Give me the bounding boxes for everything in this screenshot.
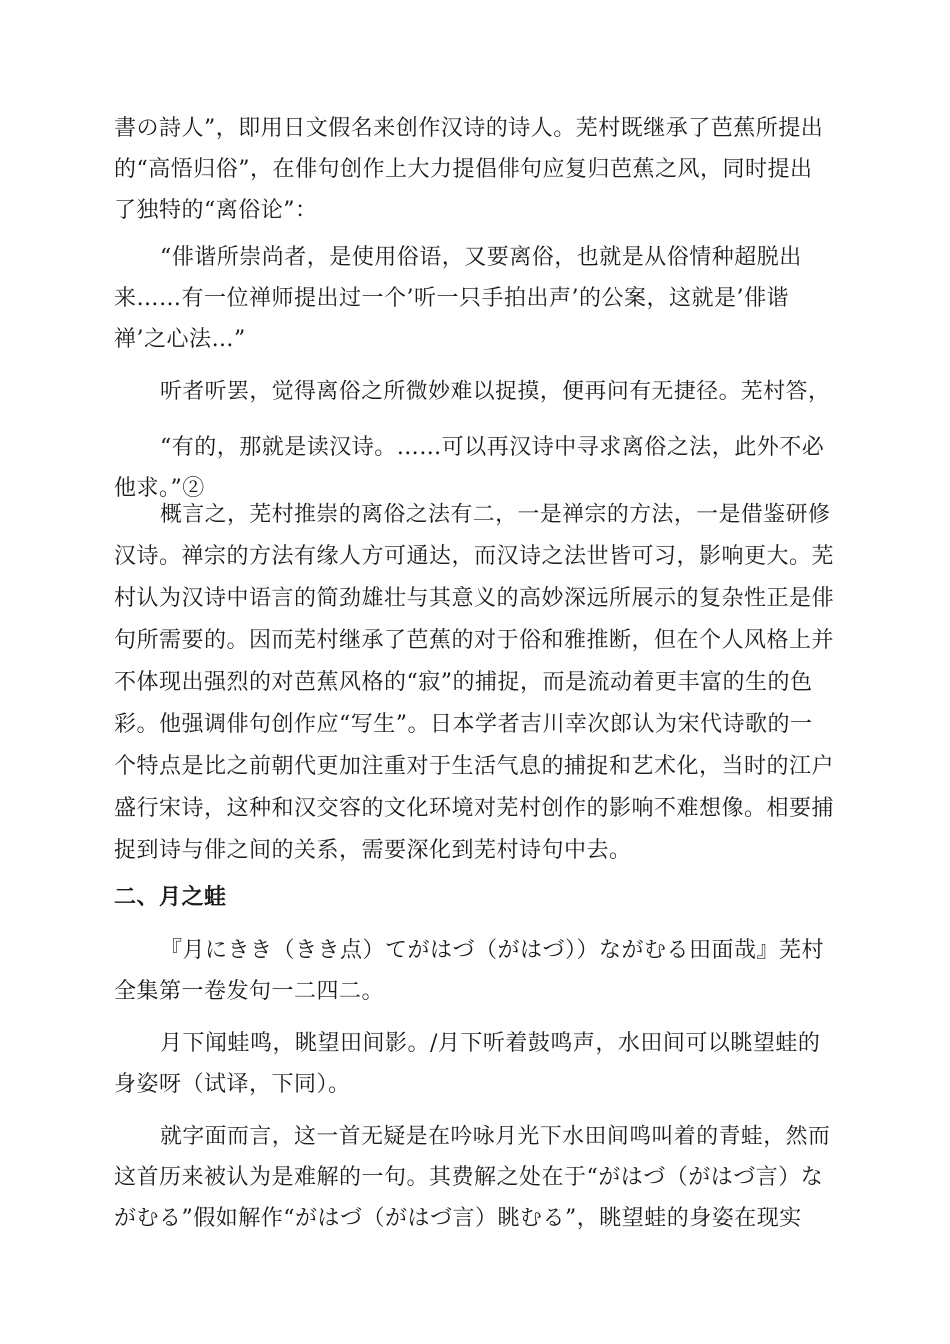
text-line: 这首历来被认为是难解的一句。其费解之处在于“がはづ（がはづ言）な	[114, 1165, 824, 1190]
text-line: 听者听罢，觉得离俗之所微妙难以捉摸，便再问有无捷径。芜村答，	[160, 379, 831, 404]
text-line: 汉诗。禅宗的方法有缘人方可通达，而汉诗之法世皆可习，影响更大。芜	[114, 544, 835, 569]
text-line: 月下闻蛙鸣，眺望田间影。/月下听着鼓鸣声，水田间可以眺望蛙的	[160, 1031, 821, 1056]
section-heading	[114, 877, 834, 918]
text-line: 来……有一位禅师提出过一个’听一只手拍出声’的公案，这就是’俳谐	[114, 286, 789, 311]
text-line: 个特点是比之前朝代更加注重对于生活气息的捕捉和艺术化，当时的江户	[114, 754, 835, 779]
paragraph-haiku	[114, 930, 834, 1012]
paragraph-listener	[114, 371, 834, 412]
text-line: 句所需要的。因而芜村继承了芭蕉的对于俗和雅推断，但在个人风格上并	[114, 628, 835, 653]
paragraph-summary	[114, 494, 834, 872]
paragraph-translation	[114, 1023, 834, 1105]
text-line: がむる”假如解作“がはづ（がはづ言）眺むる”，眺望蛙的身姿在现实	[114, 1206, 802, 1231]
heading-text: 二、月之蛙	[114, 884, 227, 910]
text-line: “俳谐所崇尚者，是使用俗语，又要离俗，也就是从俗情种超脱出	[160, 245, 802, 270]
text-line: 概言之，芜村推崇的离俗之法有二，一是禅宗的方法，一是借鉴研修	[160, 502, 831, 527]
text-line: 就字面而言，这一首无疑是在吟咏月光下水田间鸣叫着的青蛙，然而	[160, 1124, 831, 1149]
text-line: 禅’之心法…”	[114, 327, 246, 352]
text-line: 『月にきき（きき点）てがはづ（がはづ））ながむる田面哉』芜村	[160, 938, 825, 963]
text-line: 他求。”②	[114, 476, 205, 501]
quote-haikai-zen	[114, 237, 834, 360]
paragraph-analysis	[114, 1116, 834, 1239]
text-line: 全集第一卷发句一二四二。	[114, 979, 385, 1004]
text-line: 的“高悟归俗”，在俳句创作上大力提倡俳句应复归芭蕉之风，同时提出	[114, 157, 813, 182]
text-line: 捉到诗与俳之间的关系，需要深化到芜村诗句中去。	[114, 838, 632, 863]
text-line: “有的，那就是读汉诗。……可以再汉诗中寻求离俗之法，此外不必	[160, 435, 825, 460]
text-line: 村认为汉诗中语言的简劲雄壮与其意义的高妙深远所展示的复杂性正是俳	[114, 586, 835, 611]
paragraph-intro	[114, 108, 834, 231]
text-line: 書の詩人”，即用日文假名来创作汉诗的诗人。芜村既继承了芭蕉所提出	[114, 116, 824, 141]
text-line: 彩。他强调俳句创作应“写生”。日本学者吉川幸次郎认为宋代诗歌的一	[114, 712, 813, 737]
text-line: 了独特的“离俗论”：	[114, 198, 318, 223]
text-line: 不体现出强烈的对芭蕉风格的“寂”的捕捉，而是流动着更丰富的生的色	[114, 670, 813, 695]
text-line: 身姿呀（试译，下同）。	[114, 1072, 351, 1097]
text-line: 盛行宋诗，这种和汉交容的文化环境对芜村创作的影响不难想像。相要捕	[114, 796, 835, 821]
